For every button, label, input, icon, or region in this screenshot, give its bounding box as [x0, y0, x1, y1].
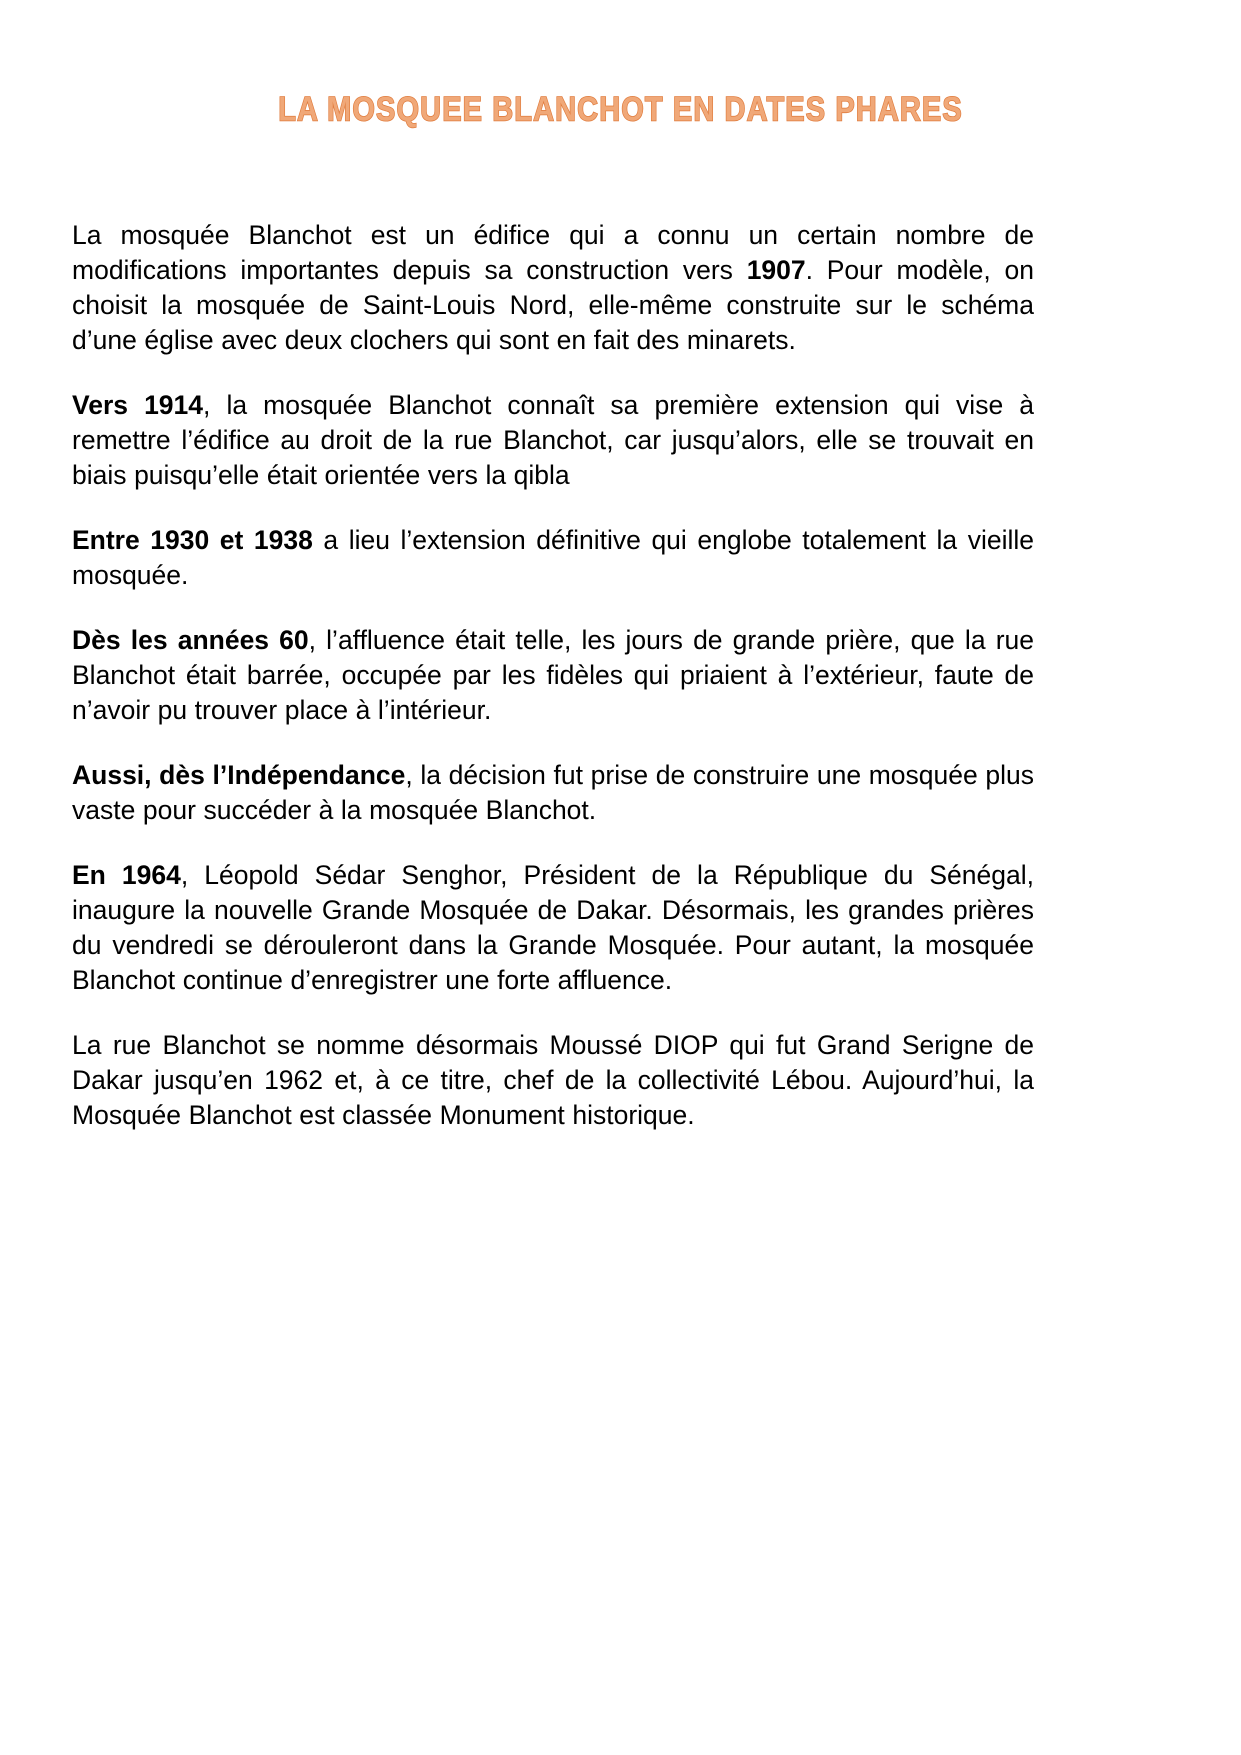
paragraph-4-lead: Dès les années 60 — [72, 625, 309, 655]
paragraph-4-text: , l’affluence était telle, les jours de grande prière, que la rue Blanchot était barrée, occupée par les fidèles qui priaient à l’extérieur, faute de n’avoir pu trouver place à l’intérieur. — [72, 625, 1034, 725]
paragraph-5-lead: Aussi, dès l’Indépendance — [72, 760, 406, 790]
document-body — [72, 218, 1034, 1133]
paragraph-5-text: , la décision fut prise de construire une mosquée plus vaste pour succéder à la mosquée Blanchot. — [72, 760, 1034, 825]
paragraph-1 — [72, 218, 1034, 358]
paragraph-6-lead: En 1964 — [72, 860, 181, 890]
paragraph-3-lead: Entre 1930 et 1938 — [72, 525, 313, 555]
paragraph-6 — [72, 858, 1034, 998]
paragraph-3-text: a lieu l’extension définitive qui englobe totalement la vieille mosquée. — [72, 525, 1034, 590]
paragraph-1-emphasis-year: 1907 — [746, 255, 806, 285]
paragraph-7 — [72, 1028, 1034, 1133]
paragraph-2-lead: Vers 1914 — [72, 390, 204, 420]
paragraph-2 — [72, 388, 1034, 493]
paragraph-2-text: , la mosquée Blanchot connaît sa première extension qui vise à remettre l’édifice au droit de la rue Blanchot, car jusqu’alors, elle se trouvait en biais puisqu’elle était orientée vers la qibla — [72, 390, 1034, 490]
paragraph-1-text-before: La mosquée Blanchot est un édifice qui a connu un certain nombre de modifications importantes depuis sa construction vers — [72, 220, 1034, 285]
paragraph-4 — [72, 623, 1034, 728]
paragraph-6-text: , Léopold Sédar Senghor, Président de la République du Sénégal, inaugure la nouvelle Grande Mosquée de Dakar. Désormais, les grandes prières du vendredi se dérouleront dans la Grande Mosquée. Pour autant, la mosquée Blanchot continue d’enregistrer une forte affluence. — [72, 860, 1034, 995]
paragraph-1-text-after: . Pour modèle, on choisit la mosquée de Saint-Louis Nord, elle-même construite sur le schéma d’une église avec deux clochers qui sont en fait des minarets. — [72, 255, 1035, 355]
page-title: LA MOSQUEE BLANCHOT EN DATES PHARES — [278, 90, 963, 129]
paragraph-3 — [72, 523, 1034, 593]
paragraph-7-text: La rue Blanchot se nomme désormais Moussé DIOP qui fut Grand Serigne de Dakar jusqu’en 1962 et, à ce titre, chef de la collectivité Lébou. Aujourd’hui, la Mosquée Blanchot est classée Monument historique. — [72, 1030, 1034, 1130]
title-container — [0, 90, 1241, 129]
paragraph-5 — [72, 758, 1034, 828]
